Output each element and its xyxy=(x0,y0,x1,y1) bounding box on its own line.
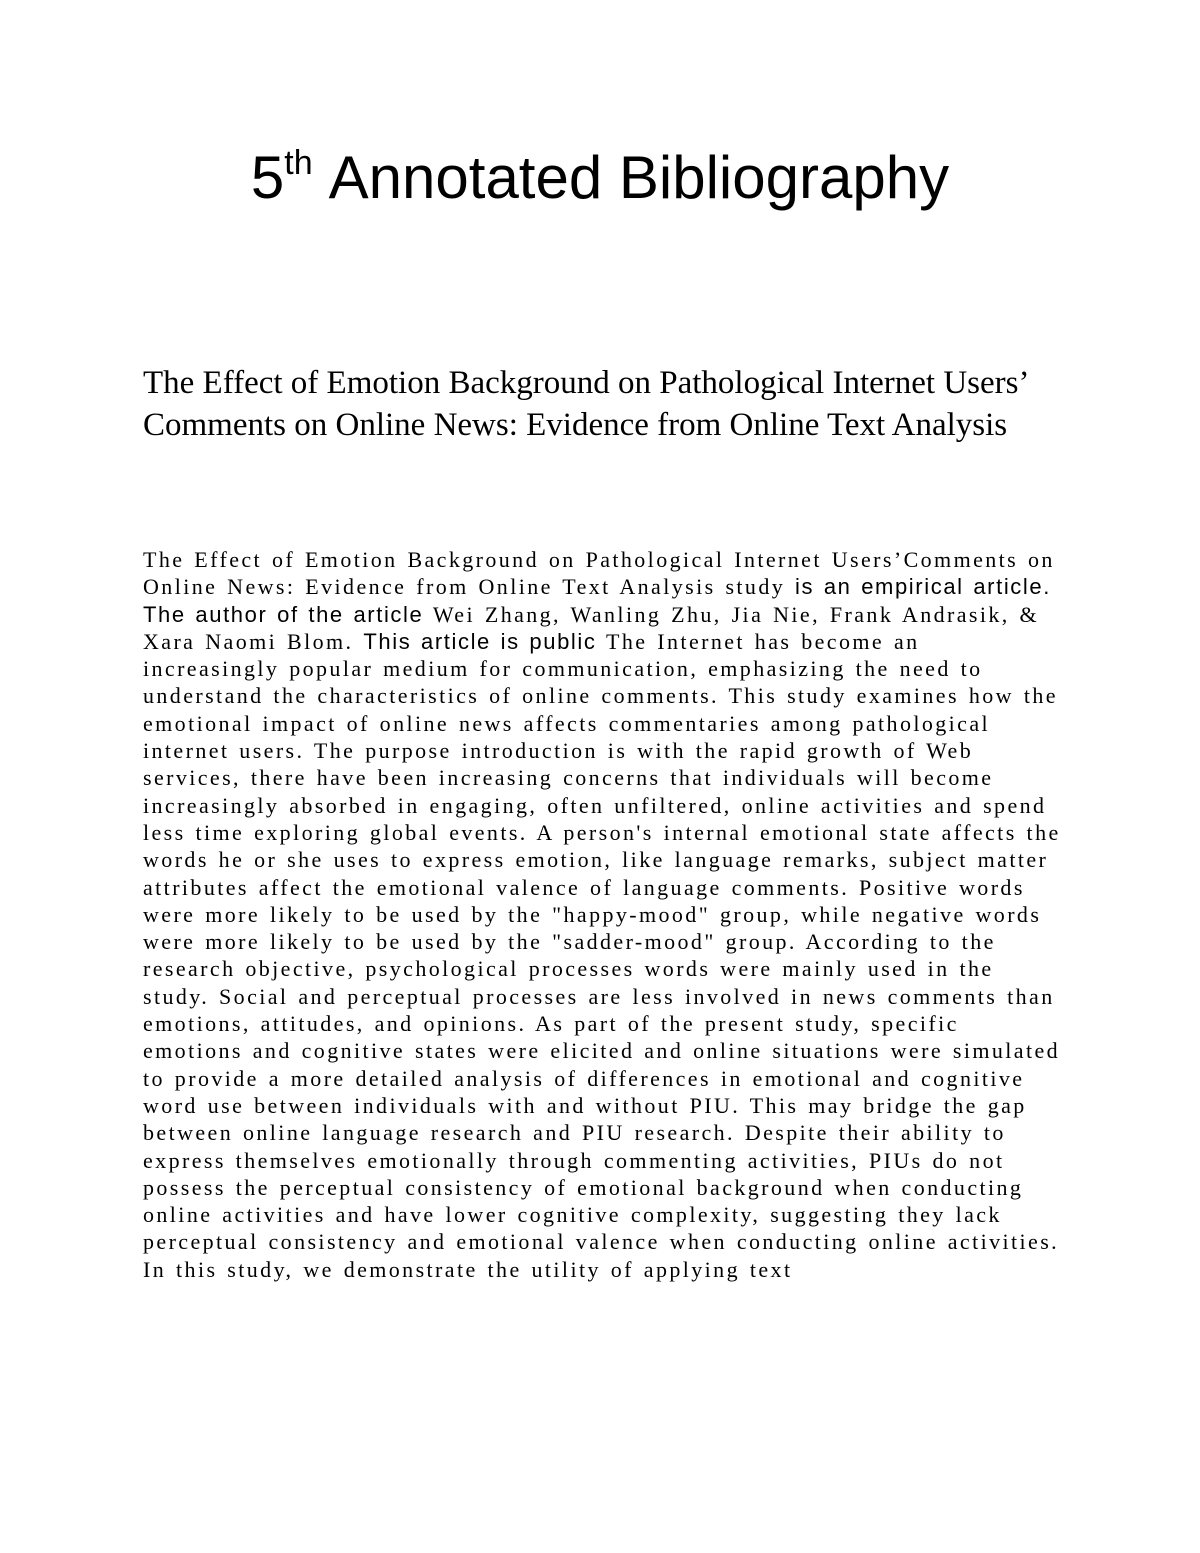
body-part-4: This article is public xyxy=(363,628,597,654)
body-part-2: is an empirical article. The author of the article xyxy=(143,574,1051,627)
body-part-1: The Effect of Emotion Background on Pathological Internet Users’Comments on Online News: Evidence from Online Text Analysis study xyxy=(143,547,1055,600)
document-heading xyxy=(0,140,1200,216)
heading-ordinal-suffix: th xyxy=(284,144,313,182)
annotation-paragraph xyxy=(143,546,1063,1283)
heading-number: 5 xyxy=(250,144,285,211)
heading-text: Annotated Bibliography xyxy=(328,144,950,211)
article-title: The Effect of Emotion Background on Pathological Internet Users’ Comments on Online News: Evidence from Online Text Analysis xyxy=(143,365,1028,443)
body-part-3: Wei Zhang, Wanling Zhu, Jia Nie, Frank Andrasik, & Xara Naomi Blom. xyxy=(143,601,1040,654)
body-part-5: The Internet has become an increasingly popular medium for communication, emphasizing the need to understand the characteristics of online comments. This study examines how the emotional impact of online news affects commentaries among pathological internet users. The purpose introduction is with the rapid growth of Web services, there have been increasing concerns that individuals will become increasingly absorbed in engaging, often unfiltered, online activities and spend less time exploring global events. A person's internal emotional state affects the words he or she uses to express emotion, like language remarks, subject matter attributes affect the emotional valence of language comments. Positive words were more likely to be used by the "happy-mood" group, while negative words were more likely to be used by the "sadder-mood" group. According to the research objective, psychological processes words were mainly used in the study. Social and perceptual processes are less involved in news comments than emotions, attitudes, and opinions. As part of the present study, specific emotions and cognitive states were elicited and online situations were simulated to provide a more detailed analysis of differences in emotional and cognitive word use between individuals with and without PIU. This may bridge the gap between online language research and PIU research. Despite their ability to express themselves emotionally through commenting activities, PIUs do not possess the perceptual consistency of emotional background when conducting online activities and have lower cognitive complexity, suggesting they lack perceptual consistency and emotional valence when conducting online activities. In this study, we demonstrate the utility of applying text xyxy=(143,628,1061,1282)
